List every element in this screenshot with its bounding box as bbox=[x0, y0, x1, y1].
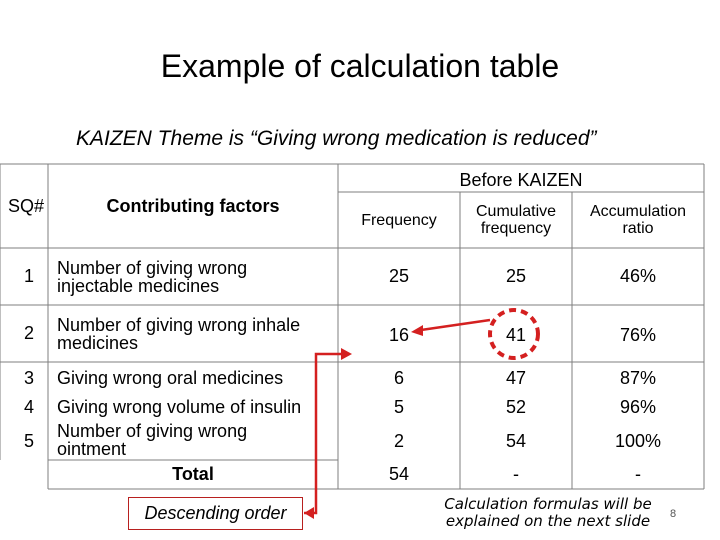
descending-order-box: Descending order bbox=[128, 497, 303, 530]
header-frequency: Frequency bbox=[361, 212, 437, 229]
row1-factor bbox=[57, 259, 247, 295]
row4-sq: 4 bbox=[24, 397, 35, 417]
slide-subtitle: KAIZEN Theme is “Giving wrong medication is reduced” bbox=[76, 127, 597, 150]
total-frequency: 54 bbox=[388, 464, 410, 484]
total-cumulative: - bbox=[513, 464, 519, 484]
row4-frequency: 5 bbox=[393, 397, 404, 417]
total-label: Total bbox=[172, 464, 214, 484]
row5-factor-line2: ointment bbox=[57, 439, 127, 459]
row4-ratio: 96% bbox=[619, 397, 657, 417]
row5-factor-line1: Number of giving wrong bbox=[57, 421, 248, 441]
slide-title: Example of calculation table bbox=[160, 48, 560, 84]
row5-sq: 5 bbox=[24, 431, 35, 451]
header-contributing-factors: Contributing factors bbox=[106, 196, 280, 216]
total-ratio: - bbox=[635, 464, 641, 484]
page-number: 8 bbox=[670, 508, 677, 520]
row2-cumulative: 41 bbox=[505, 325, 527, 345]
row3-cumulative: 47 bbox=[505, 368, 527, 388]
row1-frequency: 25 bbox=[388, 266, 410, 286]
header-cumulative-line2: frequency bbox=[480, 220, 552, 237]
header-cumulative bbox=[460, 203, 572, 237]
header-cumulative-line1: Cumulative bbox=[475, 203, 557, 220]
row5-cumulative: 54 bbox=[505, 431, 527, 451]
row5-frequency: 2 bbox=[393, 431, 404, 451]
row2-factor-line1: Number of giving wrong inhale bbox=[57, 315, 301, 335]
row5-factor bbox=[57, 422, 247, 458]
header-accumulation-line2: ratio bbox=[622, 220, 654, 237]
row3-frequency: 6 bbox=[393, 368, 404, 388]
calculation-note-line2: explained on the next slide bbox=[445, 512, 651, 530]
header-sq: SQ# bbox=[8, 196, 45, 216]
row2-factor bbox=[57, 316, 300, 352]
header-accumulation-line1: Accumulation bbox=[589, 203, 687, 220]
row3-factor: Giving wrong oral medicines bbox=[57, 368, 284, 388]
row1-factor-line2: injectable medicines bbox=[57, 276, 220, 296]
header-accumulation bbox=[572, 203, 704, 237]
row2-factor-line2: medicines bbox=[57, 333, 139, 353]
row4-cumulative: 52 bbox=[505, 397, 527, 417]
calculation-note-line1: Calculation formulas will be bbox=[444, 495, 652, 513]
arrow-head-box bbox=[304, 507, 314, 519]
arrow-head-table bbox=[341, 348, 352, 360]
row2-sq: 2 bbox=[24, 323, 35, 343]
row1-factor-line1: Number of giving wrong bbox=[57, 258, 248, 278]
row1-sq: 1 bbox=[24, 266, 35, 286]
header-before-kaizen: Before KAIZEN bbox=[459, 170, 583, 190]
calculation-note bbox=[428, 496, 668, 530]
row5-ratio: 100% bbox=[614, 431, 662, 451]
row3-sq: 3 bbox=[24, 368, 35, 388]
row4-factor: Giving wrong volume of insulin bbox=[57, 397, 302, 417]
row2-frequency: 16 bbox=[388, 325, 410, 345]
row1-cumulative: 25 bbox=[505, 266, 527, 286]
row3-ratio: 87% bbox=[619, 368, 657, 388]
row2-ratio: 76% bbox=[619, 325, 657, 345]
row1-ratio: 46% bbox=[619, 266, 657, 286]
